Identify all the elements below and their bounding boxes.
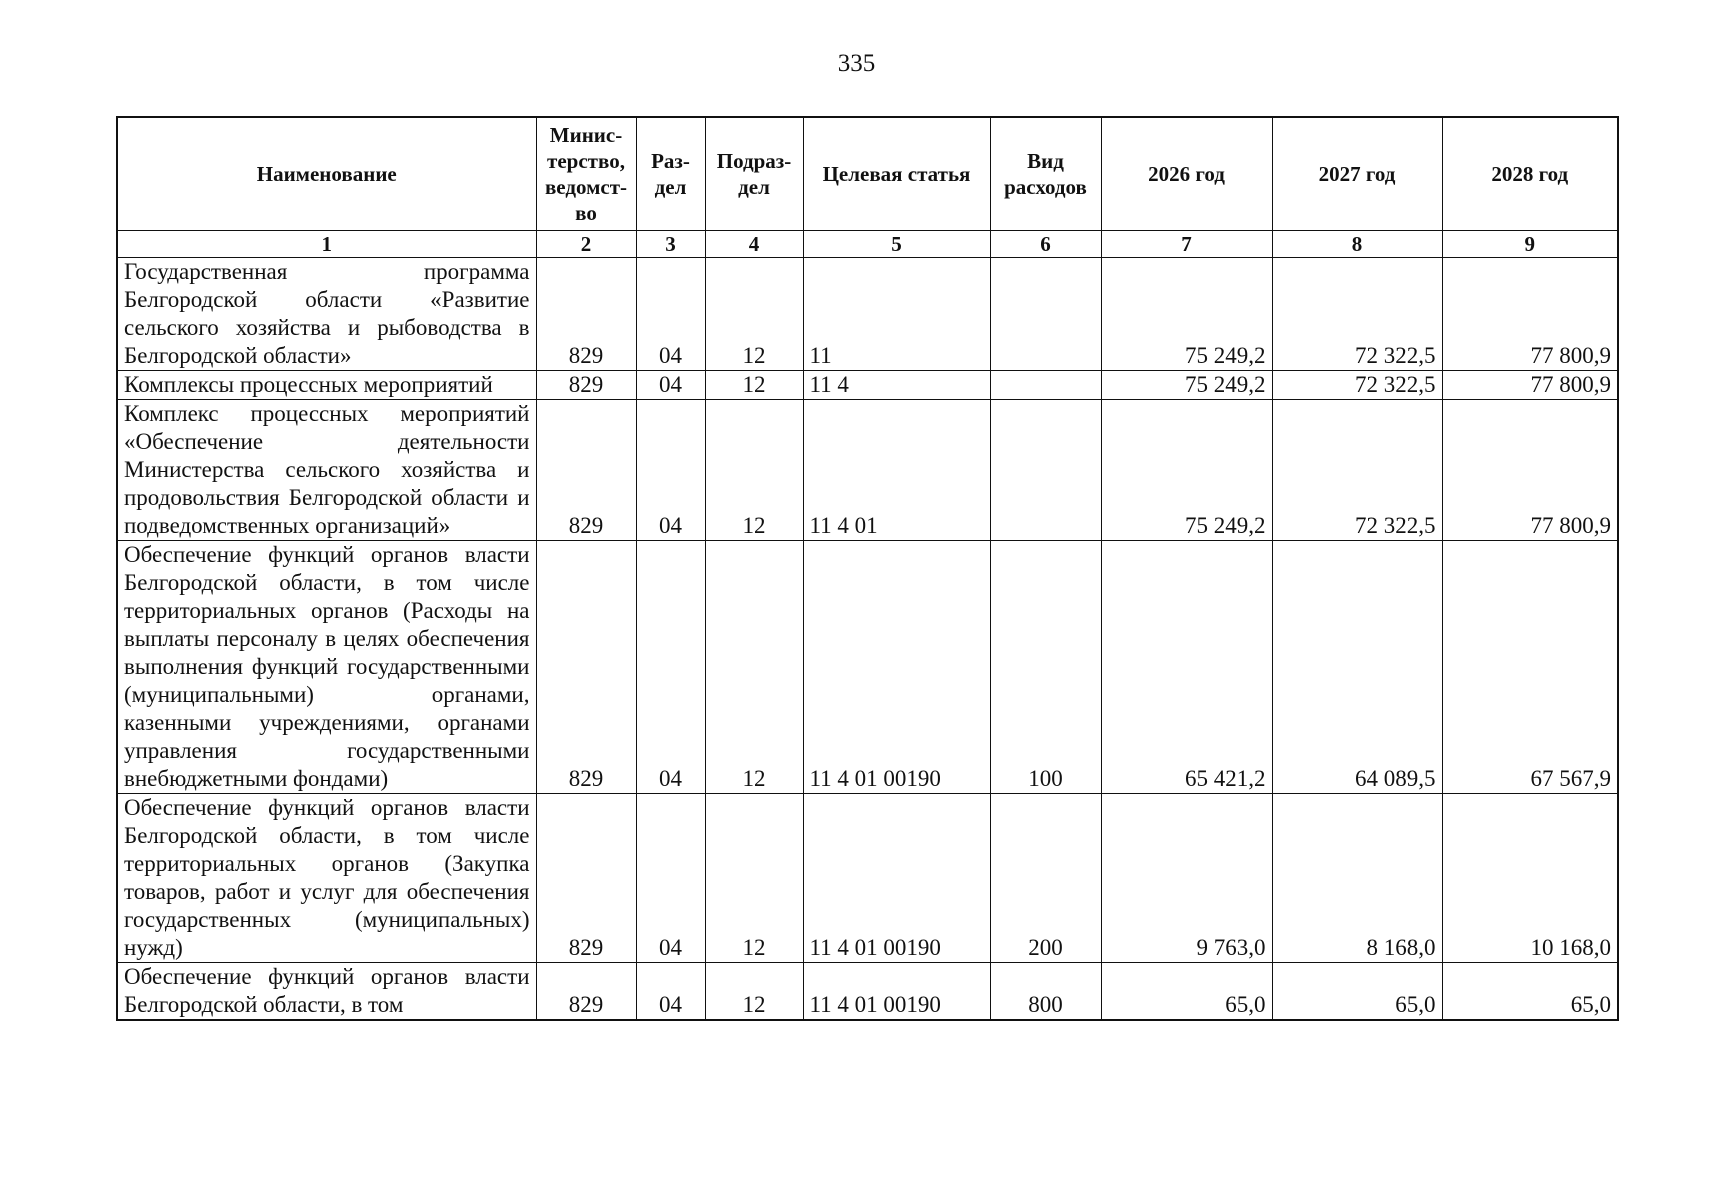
row-2028: 77 800,9 [1442, 370, 1618, 399]
row-section: 04 [636, 962, 705, 1020]
row-expense-type: 800 [990, 962, 1101, 1020]
row-target: 11 [803, 257, 990, 370]
row-expense-type: 200 [990, 793, 1101, 962]
row-subsection: 12 [705, 540, 803, 793]
row-target: 11 4 01 00190 [803, 540, 990, 793]
table-row [117, 399, 1618, 540]
row-expense-type [990, 399, 1101, 540]
header-2027: 2027 год [1272, 117, 1442, 230]
row-2027: 64 089,5 [1272, 540, 1442, 793]
budget-table [116, 116, 1619, 1021]
row-section: 04 [636, 793, 705, 962]
page-number: 335 [837, 50, 876, 77]
row-2027: 72 322,5 [1272, 399, 1442, 540]
header-section: Раз-дел [636, 117, 705, 230]
column-number: 6 [990, 230, 1101, 257]
row-target: 11 4 [803, 370, 990, 399]
row-section: 04 [636, 257, 705, 370]
header-target: Целевая статья [803, 117, 990, 230]
row-section: 04 [636, 399, 705, 540]
row-2027: 72 322,5 [1272, 370, 1442, 399]
row-target: 11 4 01 [803, 399, 990, 540]
row-ministry: 829 [536, 793, 636, 962]
row-subsection: 12 [705, 962, 803, 1020]
column-number: 5 [803, 230, 990, 257]
column-number: 3 [636, 230, 705, 257]
row-2026: 65 421,2 [1101, 540, 1272, 793]
header-expense-type: Вид расходов [990, 117, 1101, 230]
row-expense-type [990, 370, 1101, 399]
row-name: Государственная программа Белгородской области «Развитие сельского хозяйства и рыбоводства в Белгородской области» [117, 257, 536, 370]
header-subsection: Подраз-дел [705, 117, 803, 230]
header-ministry: Минис-терство, ведомст-во [536, 117, 636, 230]
column-number: 9 [1442, 230, 1618, 257]
row-2028: 10 168,0 [1442, 793, 1618, 962]
table-row [117, 793, 1618, 962]
row-2026: 65,0 [1101, 962, 1272, 1020]
row-ministry: 829 [536, 257, 636, 370]
row-2026: 75 249,2 [1101, 399, 1272, 540]
row-name: Комплексы процессных мероприятий [117, 370, 536, 399]
row-ministry: 829 [536, 399, 636, 540]
row-2027: 8 168,0 [1272, 793, 1442, 962]
table-row [117, 962, 1618, 1020]
row-ministry: 829 [536, 962, 636, 1020]
row-2028: 77 800,9 [1442, 399, 1618, 540]
row-2028: 65,0 [1442, 962, 1618, 1020]
row-2026: 75 249,2 [1101, 370, 1272, 399]
header-2028: 2028 год [1442, 117, 1618, 230]
column-number: 2 [536, 230, 636, 257]
row-name: Комплекс процессных мероприятий «Обеспечение деятельности Министерства сельского хозяйства и продовольствия Белгородской области и подведомственных организаций» [117, 399, 536, 540]
row-2028: 77 800,9 [1442, 257, 1618, 370]
row-target: 11 4 01 00190 [803, 793, 990, 962]
row-expense-type [990, 257, 1101, 370]
row-section: 04 [636, 540, 705, 793]
row-subsection: 12 [705, 257, 803, 370]
row-2027: 72 322,5 [1272, 257, 1442, 370]
row-name: Обеспечение функций органов власти Белгородской области, в том [117, 962, 536, 1020]
row-target: 11 4 01 00190 [803, 962, 990, 1020]
row-subsection: 12 [705, 793, 803, 962]
row-name: Обеспечение функций органов власти Белгородской области, в том числе территориальных органов (Закупка товаров, работ и услуг для обеспечения государственных (муниципальных) нужд) [117, 793, 536, 962]
column-number: 8 [1272, 230, 1442, 257]
row-subsection: 12 [705, 370, 803, 399]
table-row [117, 540, 1618, 793]
row-2026: 75 249,2 [1101, 257, 1272, 370]
column-number: 4 [705, 230, 803, 257]
row-section: 04 [636, 370, 705, 399]
row-name: Обеспечение функций органов власти Белгородской области, в том числе территориальных органов (Расходы на выплаты персоналу в целях обеспечения выполнения функций государственными (муниципальными) органами, казенными учреждениями, органами управления государственными внебюджетными фондами) [117, 540, 536, 793]
row-ministry: 829 [536, 370, 636, 399]
header-2026: 2026 год [1101, 117, 1272, 230]
row-2028: 67 567,9 [1442, 540, 1618, 793]
table-row [117, 370, 1618, 399]
row-subsection: 12 [705, 399, 803, 540]
row-expense-type: 100 [990, 540, 1101, 793]
column-number: 1 [117, 230, 536, 257]
header-row [117, 117, 1618, 230]
header-name: Наименование [117, 117, 536, 230]
row-ministry: 829 [536, 540, 636, 793]
row-2027: 65,0 [1272, 962, 1442, 1020]
table-row [117, 257, 1618, 370]
row-2026: 9 763,0 [1101, 793, 1272, 962]
column-number: 7 [1101, 230, 1272, 257]
column-number-row [117, 230, 1618, 257]
